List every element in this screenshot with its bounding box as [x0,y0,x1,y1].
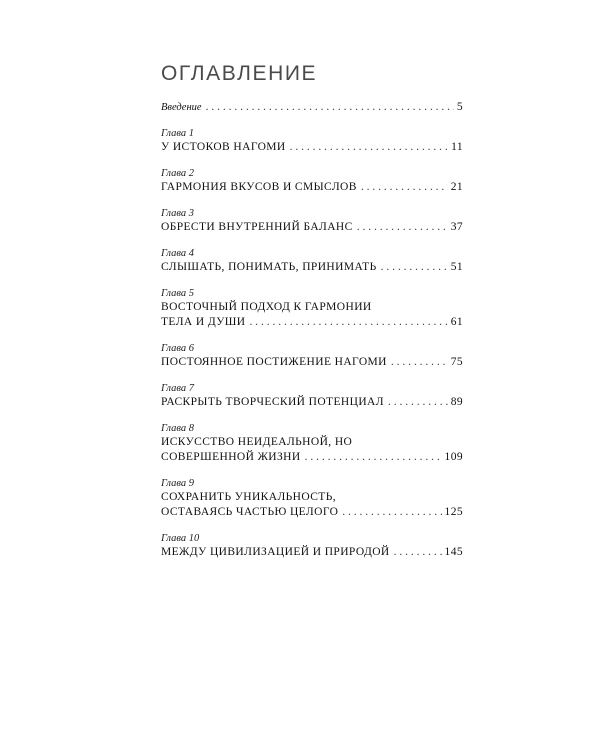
dot-leader [250,315,448,330]
page-number: 11 [451,141,463,153]
toc-line [161,100,463,115]
toc-entry-chapter-3 [161,207,463,235]
toc-line [161,505,463,520]
dot-leader [391,355,448,370]
toc-entry-intro [161,100,463,115]
chapter-label: Глава 2 [161,168,194,179]
chapter-label: Глава 9 [161,478,194,489]
chapter-list [161,127,463,560]
toc-entry-chapter-10 [161,532,463,560]
page-number: 21 [450,181,463,193]
toc-line [161,140,463,155]
page-number: 5 [456,101,463,113]
chapter-label: Глава 1 [161,128,194,139]
toc-entry-chapter-2 [161,167,463,195]
toc-line [161,180,463,195]
chapter-title: ТЕЛА И ДУШИ [161,316,246,328]
chapter-title: СОВЕРШЕННОЙ ЖИЗНИ [161,451,301,463]
page-number: 109 [444,451,463,463]
toc-entry-chapter-9 [161,477,463,520]
toc-entry-chapter-4 [161,247,463,275]
chapter-label: Глава 10 [161,533,200,544]
chapter-title: ОСТАВАЯСЬ ЧАСТЬЮ ЦЕЛОГО [161,506,339,518]
toc-entry-chapter-8 [161,422,463,465]
dot-leader [361,180,448,195]
chapter-title: ПОСТОЯННОЕ ПОСТИЖЕНИЕ НАГОМИ [161,356,387,368]
page-number: 37 [450,221,463,233]
dot-leader [206,100,454,115]
toc-title: ОГЛАВЛЕНИЕ [161,62,318,85]
chapter-label: Глава 7 [161,383,194,394]
intro-label: Введение [161,102,202,113]
chapter-title-line: ИСКУССТВО НЕИДЕАЛЬНОЙ, НО [161,436,353,448]
toc-line [161,315,463,330]
page-number: 145 [444,546,463,558]
chapter-label: Глава 6 [161,343,194,354]
chapter-label: Глава 8 [161,423,194,434]
table-of-contents [161,100,463,572]
chapter-label: Глава 4 [161,248,194,259]
toc-line [161,260,463,275]
toc-line [161,220,463,235]
dot-leader [342,505,441,520]
page-number: 61 [450,316,463,328]
dot-leader [290,140,449,155]
toc-entry-chapter-7 [161,382,463,410]
dot-leader [305,450,442,465]
toc-entry-chapter-5 [161,287,463,330]
chapter-title: РАСКРЫТЬ ТВОРЧЕСКИЙ ПОТЕНЦИАЛ [161,396,384,408]
toc-line [161,355,463,370]
page-number: 51 [450,261,463,273]
chapter-title: ГАРМОНИЯ ВКУСОВ И СМЫСЛОВ [161,181,357,193]
chapter-title: СЛЫШАТЬ, ПОНИМАТЬ, ПРИНИМАТЬ [161,261,377,273]
page-number: 125 [444,506,463,518]
chapter-title: МЕЖДУ ЦИВИЛИЗАЦИЕЙ И ПРИРОДОЙ [161,546,390,558]
chapter-title-line: СОХРАНИТЬ УНИКАЛЬНОСТЬ, [161,491,336,503]
toc-line [161,545,463,560]
dot-leader [381,260,448,275]
chapter-title-line: ВОСТОЧНЫЙ ПОДХОД К ГАРМОНИИ [161,301,372,313]
chapter-title: ОБРЕСТИ ВНУТРЕННИЙ БАЛАНС [161,221,353,233]
toc-entry-chapter-1 [161,127,463,155]
page-number: 89 [450,396,463,408]
page-number: 75 [450,356,463,368]
chapter-title: У ИСТОКОВ НАГОМИ [161,141,286,153]
toc-entry-chapter-6 [161,342,463,370]
toc-line [161,395,463,410]
dot-leader [357,220,448,235]
dot-leader [394,545,442,560]
chapter-label: Глава 3 [161,208,194,219]
chapter-label: Глава 5 [161,288,194,299]
dot-leader [388,395,448,410]
toc-line [161,450,463,465]
